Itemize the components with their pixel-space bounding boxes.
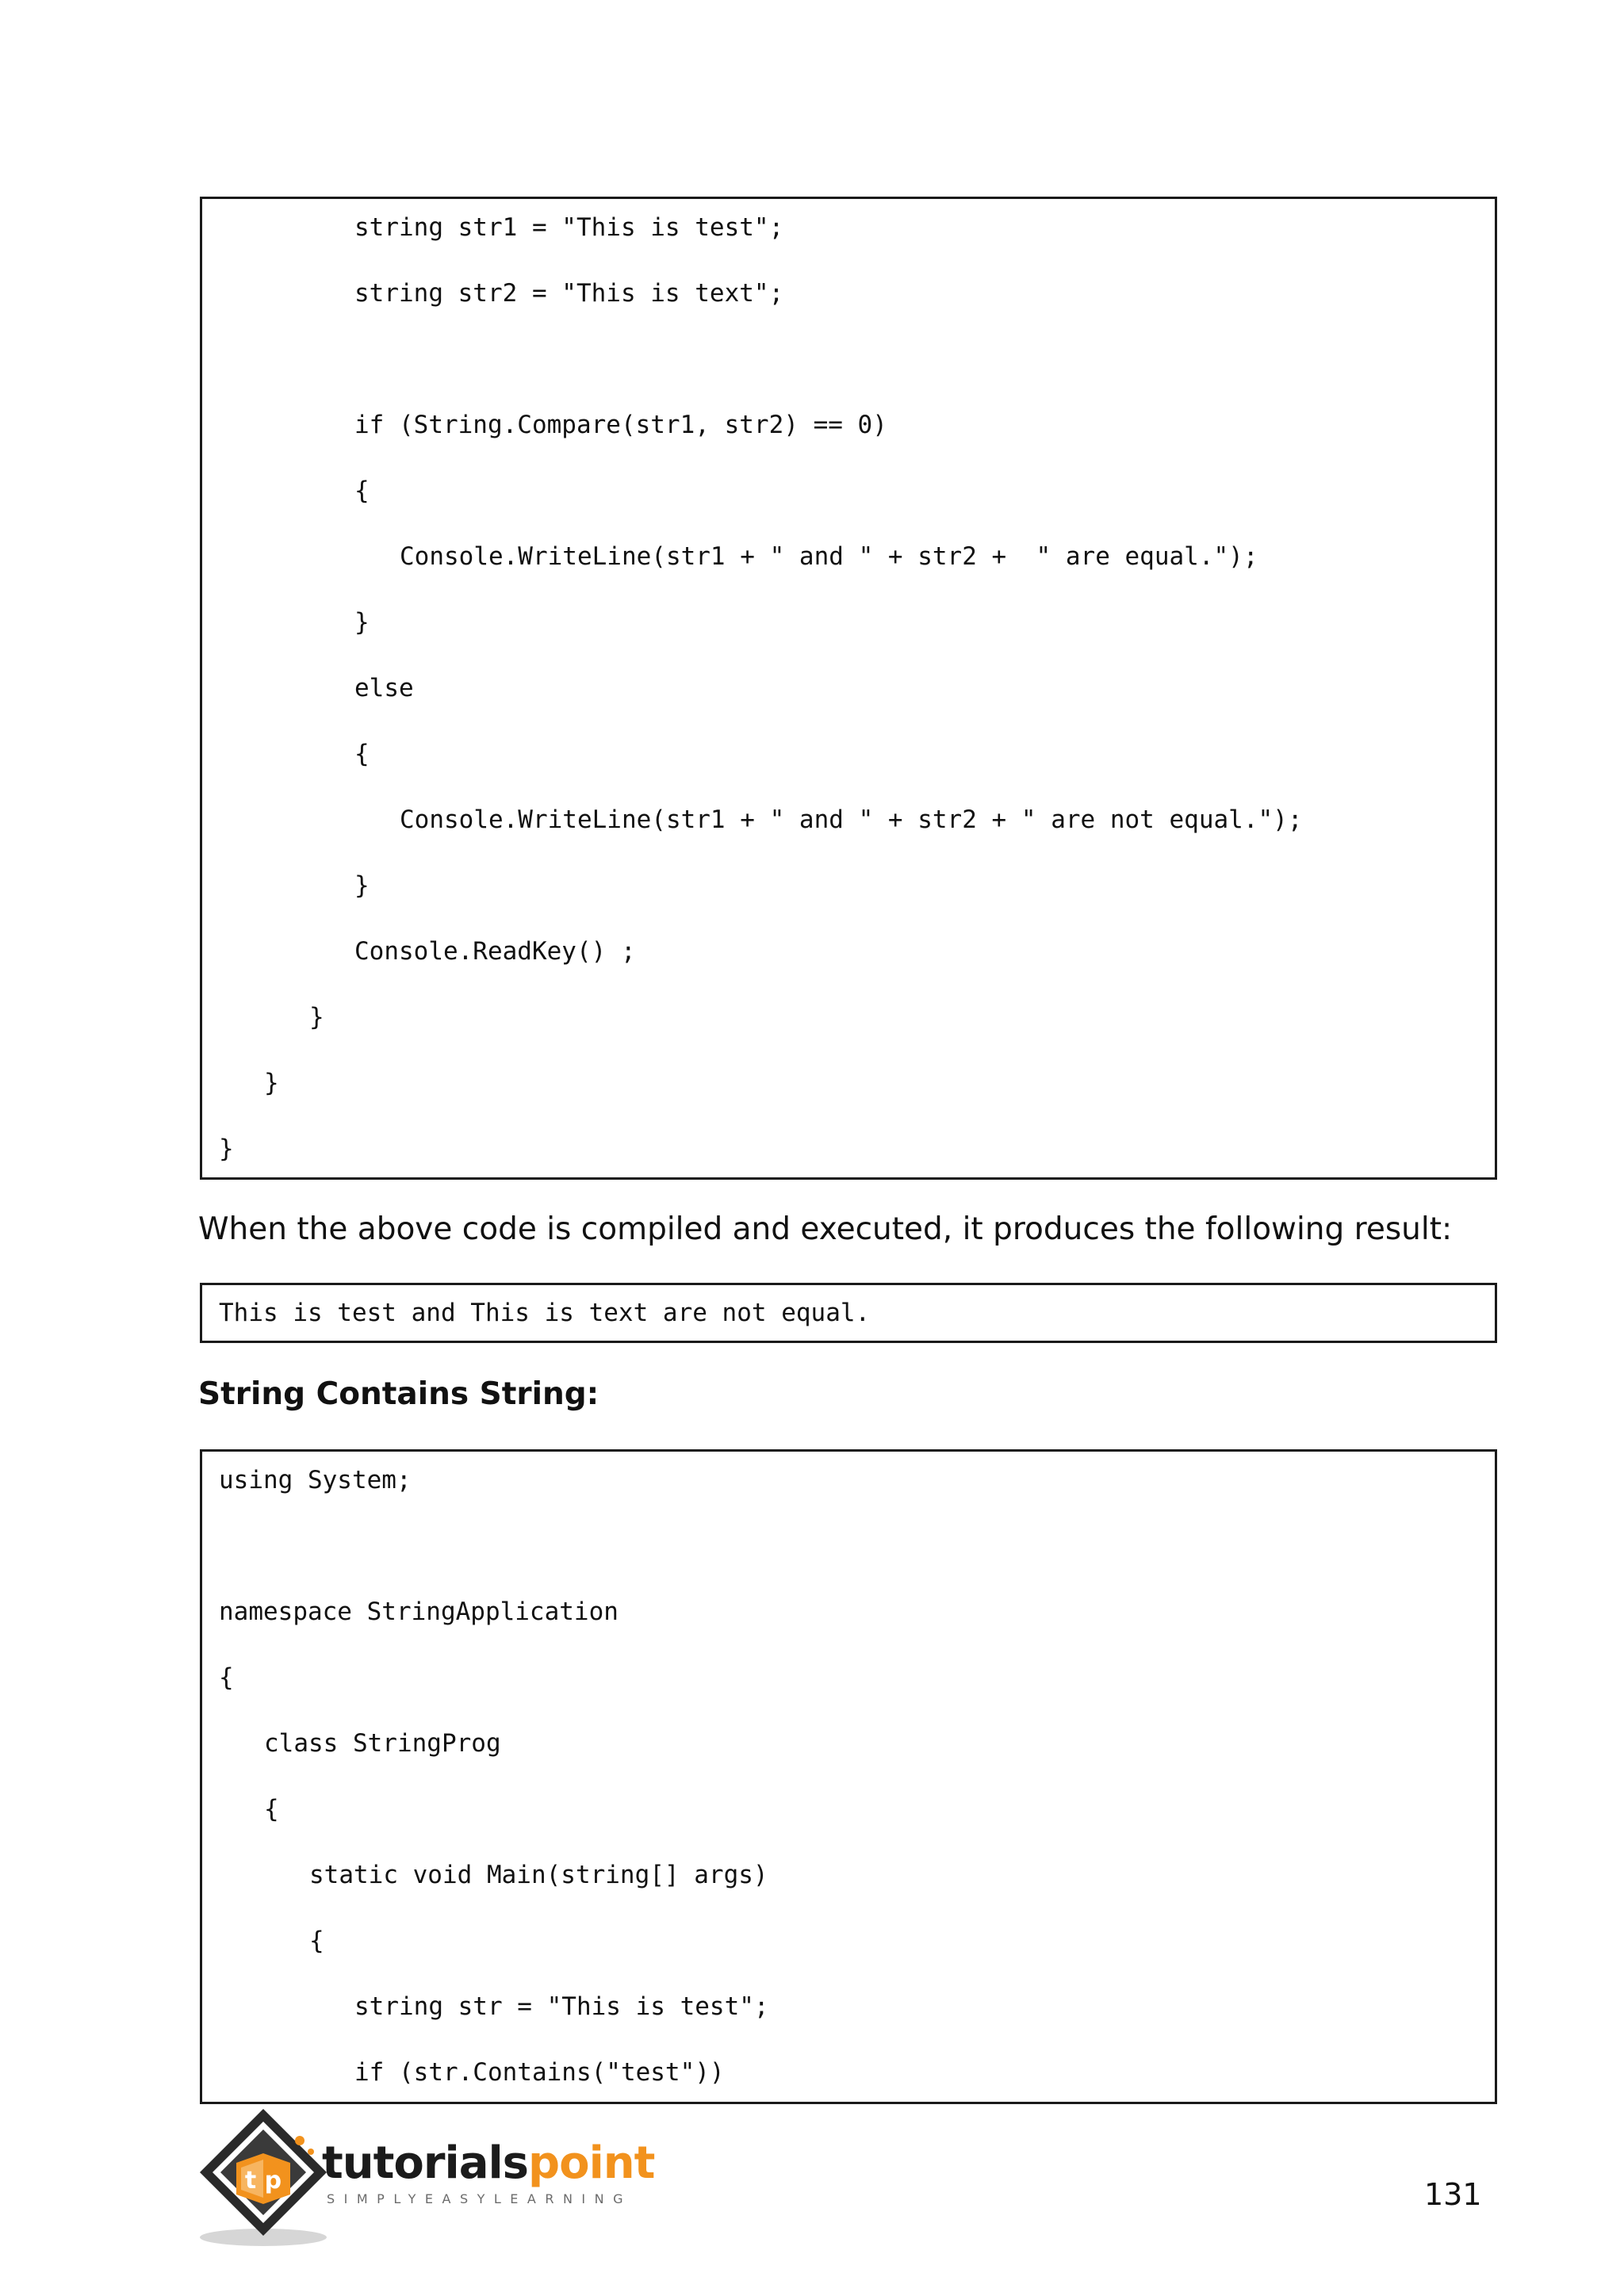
- output-block: [200, 1283, 1497, 1343]
- logo-word-tutorials: tutorials: [322, 2137, 529, 2189]
- code-line: }: [354, 608, 370, 637]
- code-line: {: [309, 1927, 324, 1955]
- code-line: Console.ReadKey() ;: [354, 937, 636, 966]
- code-line: {: [354, 740, 370, 768]
- code-line: static void Main(string[] args): [309, 1861, 768, 1889]
- code-line: else: [354, 674, 414, 702]
- code-line: }: [264, 1069, 279, 1097]
- page-number: 131: [1424, 2177, 1482, 2212]
- code-line: string str2 = "This is text";: [354, 279, 784, 308]
- code-line: {: [219, 1663, 234, 1692]
- code-line: if (String.Compare(str1, str2) == 0): [354, 411, 887, 439]
- code-line: }: [354, 871, 370, 900]
- svg-text:t p: t p: [244, 2167, 282, 2195]
- code-block-2: [200, 1449, 1497, 2104]
- code-line: {: [354, 476, 370, 505]
- tutorialspoint-logo: [195, 2106, 655, 2248]
- code-line: {: [264, 1795, 279, 1823]
- code-line: }: [309, 1003, 324, 1031]
- code-line: using System;: [219, 1466, 412, 1494]
- code-line: class StringProg: [264, 1729, 501, 1758]
- code-line: Console.WriteLine(str1 + " and " + str2 + " are not equal.");: [400, 806, 1303, 834]
- code-line: Console.WriteLine(str1 + " and " + str2 + " are equal.");: [400, 542, 1258, 571]
- logo-tagline: SIMPLYEASYLEARNING: [327, 2191, 633, 2206]
- code-line: string str1 = "This is test";: [354, 213, 784, 242]
- logo-word-point: point: [528, 2137, 655, 2189]
- code-line: }: [219, 1135, 234, 1163]
- code-line: string str = "This is test";: [354, 1992, 769, 2021]
- code-line: if (str.Contains("test")): [354, 2058, 725, 2087]
- logo-emblem-icon: [195, 2106, 330, 2248]
- section-heading: String Contains String:: [198, 1376, 599, 1412]
- output-line: This is test and This is text are not equal.: [219, 1299, 871, 1327]
- result-intro-text: When the above code is compiled and executed, it produces the following result:: [198, 1211, 1453, 1247]
- code-block-1: [200, 197, 1497, 1180]
- code-line: namespace StringApplication: [219, 1598, 619, 1626]
